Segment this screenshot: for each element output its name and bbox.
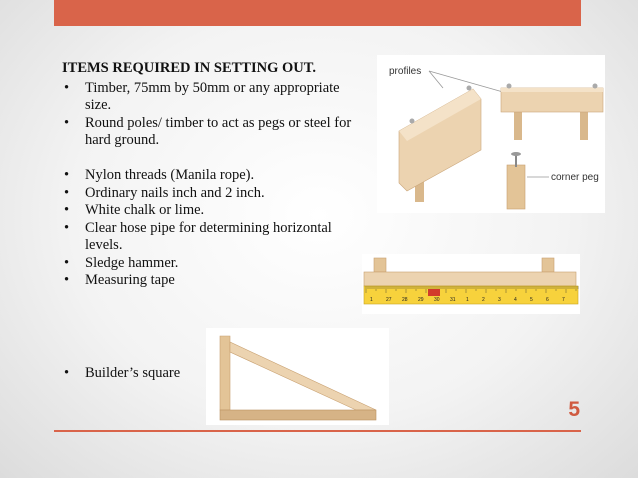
page-number: 5 [568,398,580,421]
list-item: • Clear hose pipe for determining horizontal levels. [62,220,362,255]
list-gap [62,150,362,168]
items-list [62,167,362,290]
profile-board-top [501,88,603,92]
tape-number: 1 [466,297,469,303]
tape-illustration [362,254,580,314]
peg-leg [580,110,588,140]
slide-heading: ITEMS REQUIRED IN SETTING OUT. [62,60,316,76]
profiles-leader [429,71,503,92]
corner-peg-label: corner peg [551,172,599,183]
square-brace [230,342,376,410]
profiles-illustration [377,55,605,213]
list-item: • Builder’s square [62,365,212,383]
tape-number: 27 [386,297,392,303]
list-item: • Sledge hammer. [62,255,362,273]
tape-number: 5 [530,297,533,303]
profiles-diagram [377,55,605,213]
nail-icon [410,119,415,124]
top-accent-bar [54,0,581,26]
tape-marker [428,289,440,296]
list-item: • White chalk or lime. [62,202,362,220]
builders-square-illustration [206,328,389,425]
timber-peg [542,258,554,272]
tape-number: 30 [434,297,440,303]
tape-number: 7 [562,297,565,303]
builder-square-list [62,365,212,383]
profiles-leader [429,71,443,88]
square-base [220,410,376,420]
items-list [62,80,362,150]
bottom-accent-rule [54,430,581,432]
profiles-label: profiles [389,66,422,77]
list-item: • Timber, 75mm by 50mm or any appropriate size. [62,80,362,115]
square-upright [220,336,230,410]
tape-number: 31 [450,297,456,303]
list-item: • Measuring tape [62,272,362,290]
nail-icon [593,84,598,89]
tape-number: 4 [514,297,517,303]
tape-number: 29 [418,297,424,303]
tape-number: 28 [402,297,408,303]
tape-number: 2 [482,297,485,303]
list-item: • Nylon threads (Manila rope). [62,167,362,185]
nail-icon [507,84,512,89]
nail-head-icon [511,152,521,156]
tape-number: 1 [370,297,373,303]
tape-number: 3 [498,297,501,303]
corner-peg [507,165,525,209]
builders-square-diagram [206,328,389,425]
list-item: • Ordinary nails inch and 2 inch. [62,185,362,203]
slide-content [62,60,362,290]
tape-number: 6 [546,297,549,303]
peg-leg [514,110,522,140]
timber-plank [364,272,576,286]
nail-icon [467,86,472,91]
timber-peg [374,258,386,272]
tape-diagram [362,254,580,314]
list-item: • Round poles/ timber to act as pegs or steel for hard ground. [62,115,362,150]
